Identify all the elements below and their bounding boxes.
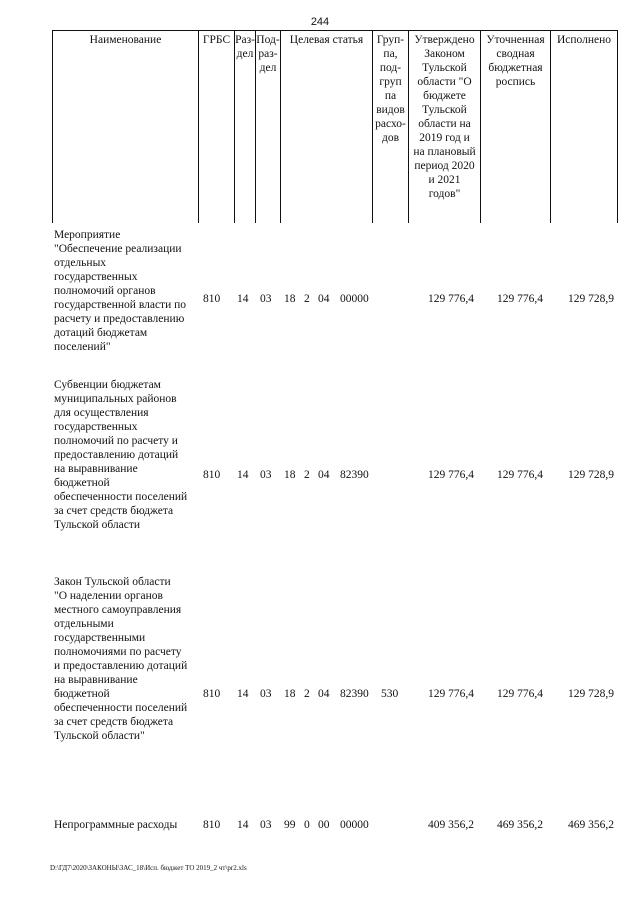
row-ts3: 00 bbox=[318, 819, 330, 831]
row-ts4: 82390 bbox=[340, 688, 369, 700]
row-razdel: 14 bbox=[237, 293, 249, 305]
row-ts2: 2 bbox=[304, 293, 310, 305]
row-approved: 409 356,2 bbox=[428, 819, 474, 831]
row-name: Непрограммные расходы bbox=[54, 819, 178, 831]
row-refined: 129 776,4 bbox=[497, 688, 543, 700]
file-path-footer: D:\ГД7\2020\ЗАКОНЫ\ЗАС_18\Исп. бюджет ТО 2019_2 чт\pr2.xls bbox=[50, 864, 247, 872]
row-name: Закон Тульской области "О наделении органов местного самоуправления отдельными государственными полномочиями по расчету и предоставлению дотаций на выравнивание бюджетной обеспеченности поселений за счет средств бюджета Тульской области" bbox=[54, 576, 188, 742]
row-podrazdel: 03 bbox=[260, 469, 272, 481]
header-podrazdel: Под- раз- дел bbox=[256, 31, 281, 223]
row-ts3: 04 bbox=[318, 688, 330, 700]
row-refined: 469 356,2 bbox=[497, 819, 543, 831]
row-refined: 129 776,4 bbox=[497, 469, 543, 481]
row-refined: 129 776,4 bbox=[497, 293, 543, 305]
header-grbs: ГРБС bbox=[199, 31, 235, 223]
row-ts3: 04 bbox=[318, 469, 330, 481]
row-ts1: 99 bbox=[284, 819, 296, 831]
row-ts2: 2 bbox=[304, 688, 310, 700]
row-grbs: 810 bbox=[203, 469, 221, 481]
row-approved: 129 776,4 bbox=[428, 469, 474, 481]
header-approved: Утверждено Законом Тульской области "О бюджете Тульской области на 2019 год и на плановый период 2020 и 2021 годов" bbox=[409, 31, 481, 223]
row-approved: 129 776,4 bbox=[428, 293, 474, 305]
table-header bbox=[52, 30, 618, 223]
row-podrazdel: 03 bbox=[260, 819, 272, 831]
row-ts4: 82390 bbox=[340, 469, 369, 481]
row-grbs: 810 bbox=[203, 688, 221, 700]
page-number: 244 bbox=[310, 16, 330, 28]
row-grbs: 810 bbox=[203, 819, 221, 831]
header-refined: Уточненная сводная бюджетная роспись bbox=[481, 31, 551, 223]
row-ts4: 00000 bbox=[340, 293, 369, 305]
header-name: Наименование bbox=[53, 31, 199, 223]
row-executed: 129 728,9 bbox=[568, 293, 614, 305]
row-ts1: 18 bbox=[284, 469, 296, 481]
row-ts2: 0 bbox=[304, 819, 310, 831]
header-razdel: Раз- дел bbox=[235, 31, 256, 223]
row-ts4: 00000 bbox=[340, 819, 369, 831]
row-ts1: 18 bbox=[284, 293, 296, 305]
header-group: Груп- па, под- груп па видов расхо- дов bbox=[373, 31, 409, 223]
row-ts2: 2 bbox=[304, 469, 310, 481]
row-executed: 129 728,9 bbox=[568, 469, 614, 481]
header-target: Целевая статья bbox=[281, 31, 373, 223]
row-podrazdel: 03 bbox=[260, 688, 272, 700]
row-approved: 129 776,4 bbox=[428, 688, 474, 700]
row-podrazdel: 03 bbox=[260, 293, 272, 305]
row-executed: 469 356,2 bbox=[568, 819, 614, 831]
row-razdel: 14 bbox=[237, 469, 249, 481]
header-executed: Исполнено bbox=[551, 31, 618, 223]
row-ts1: 18 bbox=[284, 688, 296, 700]
row-name: Субвенции бюджетам муниципальных районов для осуществления государственных полномочий по расчету и предоставлению дотаций на выравнивание бюджетной обеспеченности поселений за счет средств бюджета Тульской области bbox=[54, 379, 188, 531]
row-grbs: 810 bbox=[203, 293, 221, 305]
row-razdel: 14 bbox=[237, 688, 249, 700]
row-razdel: 14 bbox=[237, 819, 249, 831]
row-name: Мероприятие "Обеспечение реализации отдельных государственных полномочий органов государственной власти по расчету и предоставлению дотаций бюджетам поселений" bbox=[54, 229, 187, 353]
row-ts3: 04 bbox=[318, 293, 330, 305]
row-executed: 129 728,9 bbox=[568, 688, 614, 700]
row-group: 530 bbox=[381, 688, 399, 700]
